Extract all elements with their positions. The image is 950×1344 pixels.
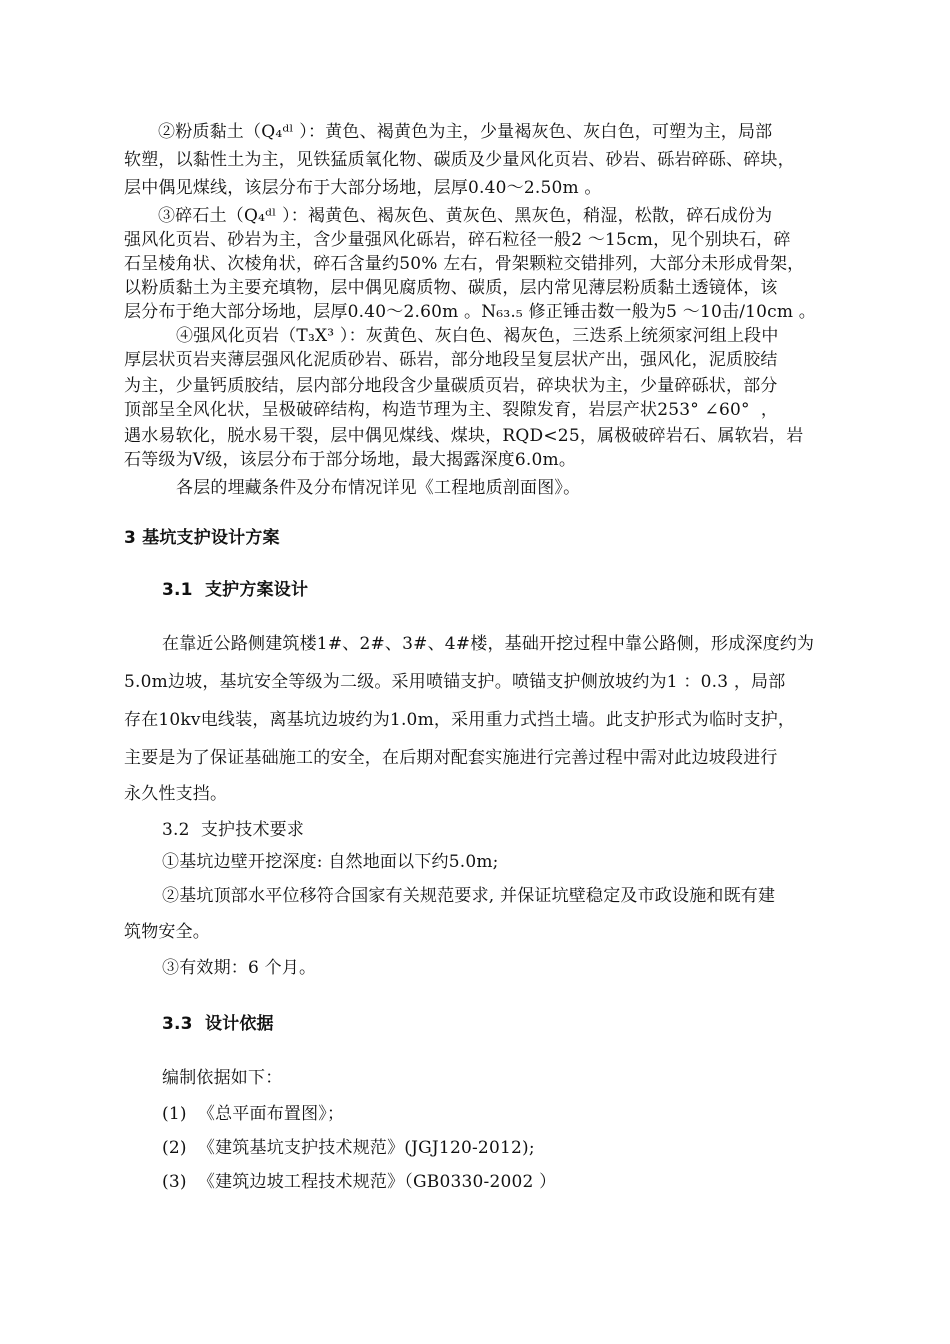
section-3-3-heading: 3.3 设计依据 [162, 1014, 274, 1034]
soil-layer-3-line-1: ③碎石土（Q₄ᵈˡ ）：褐黄色、褐灰色、黄灰色、黑灰色，稍湿，松散，碎石成份为 [158, 206, 773, 226]
section-3-2-item-2-line-1: ②基坑顶部水平位移符合国家有关规范要求, 并保证坑壁稳定及市政设施和既有建 [162, 886, 776, 906]
reference-item-1: (1) 《总平面布置图》； [162, 1104, 345, 1124]
soil-summary-line: 各层的埋藏条件及分布情况详见《工程地质剖面图》。 [176, 478, 581, 498]
soil-layer-2-line-2: 软塑，以黏性土为主，见铁猛质氧化物、碳质及少量风化页岩、砂岩、砾岩碎砾、碎块， [124, 150, 795, 170]
section-3-2-item-2-line-2: 筑物安全。 [124, 922, 210, 942]
soil-layer-4-line-6: 石等级为Ⅴ级，该层分布于部分场地，最大揭露深度6.0m。 [124, 450, 577, 470]
section-3-heading: 3 基坑支护设计方案 [124, 528, 280, 548]
reference-item-3: (3) 《建筑边坡工程技术规范》（GB0330-2002 ） [162, 1172, 557, 1192]
section-3-2-item-3: ③有效期：6 个月。 [162, 958, 317, 978]
soil-layer-3-line-5: 层分布于绝大部分场地，层厚0.40～2.60m 。N₆₃.₅ 修正锤击数一般为5 ～10击/10cm 。 [124, 302, 817, 322]
soil-layer-4-line-4: 顶部呈全风化状，呈极破碎结构，构造节理为主、裂隙发育，岩层产状253° ∠60° ， [124, 400, 779, 420]
soil-layer-4-line-5: 遇水易软化，脱水易干裂，层中偶见煤线、煤块，RQD<25，属极破碎岩石、属软岩，岩 [124, 426, 804, 446]
section-3-2-item-1: ①基坑边壁开挖深度: 自然地面以下约5.0m; [162, 852, 499, 872]
soil-layer-3-line-3: 石呈棱角状、次棱角状，碎石含量约50% 左右，骨架颗粒交错排列，大部分未形成骨架， [124, 254, 805, 274]
soil-layer-4-line-3: 为主，少量钙质胶结，层内部分地段含少量碳质页岩，碎块状为主，少量碎砾状，部分 [124, 376, 778, 396]
section-3-1-line-1: 在靠近公路侧建筑楼1#、2#、3#、4#楼，基础开挖过程中靠公路侧，形成深度约为 [162, 634, 815, 654]
section-3-1-heading: 3.1 支护方案设计 [162, 580, 309, 600]
reference-item-2: (2) 《建筑基坑支护技术规范》(JGJ120-2012); [162, 1138, 535, 1158]
section-3-1-line-3: 存在10kv电线装，离基坑边坡约为1.0m，采用重力式挡土墙。此支护形式为临时支护， [124, 710, 796, 730]
soil-layer-2-line-3: 层中偶见煤线，该层分布于大部分场地，层厚0.40～2.50m 。 [124, 178, 602, 198]
soil-layer-2-line-1: ②粉质黏土（Q₄ᵈˡ ）：黄色、褐黄色为主，少量褐灰色、灰白色，可塑为主，局部 [158, 122, 773, 142]
section-3-1-line-5: 永久性支挡。 [124, 784, 228, 804]
section-3-2-heading: 3.2 支护技术要求 [162, 820, 305, 840]
soil-layer-4-line-2: 厚层状页岩夹薄层强风化泥质砂岩、砾岩，部分地段呈复层状产出，强风化，泥质胶结 [124, 350, 778, 370]
section-3-1-line-4: 主要是为了保证基础施工的安全，在后期对配套实施进行完善过程中需对此边坡段进行 [124, 748, 778, 768]
soil-layer-3-line-4: 以粉质黏土为主要充填物，层中偶见腐质物、碳质，层内常见薄层粉质黏土透镜体，该 [124, 278, 778, 298]
section-3-3-intro: 编制依据如下： [162, 1068, 283, 1088]
soil-layer-3-line-2: 强风化页岩、砂岩为主，含少量强风化砾岩，碎石粒径一般2 ～15cm，见个别块石，碎 [124, 230, 791, 250]
section-3-1-line-2: 5.0m边坡，基坑安全等级为二级。采用喷锚支护。喷锚支护侧放坡约为1 ：0.3 ，局部 [124, 672, 786, 692]
soil-layer-4-line-1: ④强风化页岩（T₃X³ ）：灰黄色、灰白色、褐灰色，三迭系上统须家河组上段中 [176, 326, 779, 346]
